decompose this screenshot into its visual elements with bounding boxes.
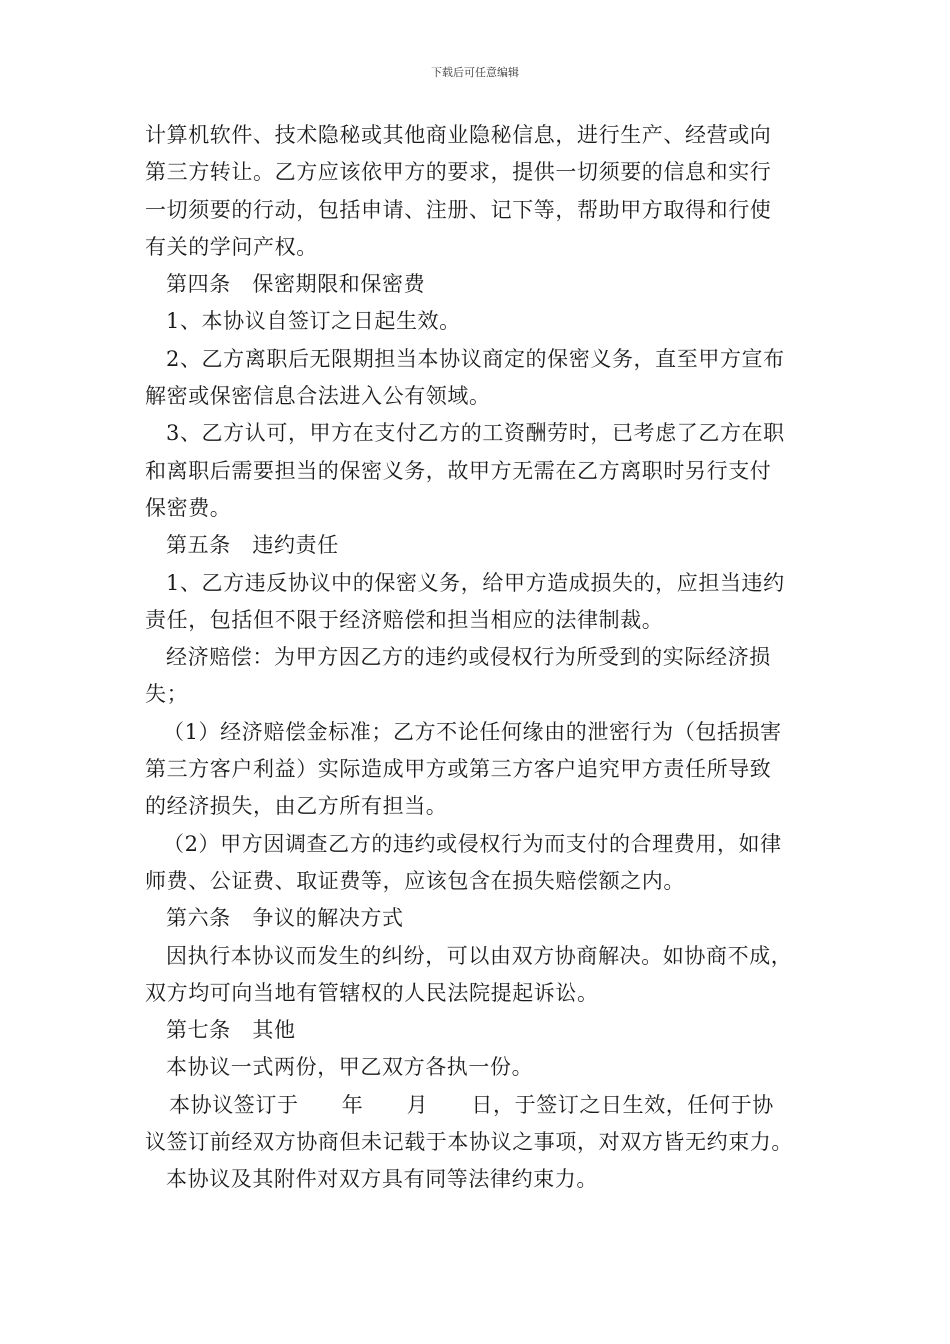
paragraph-line: 经济赔偿：为甲方因乙方的违约或侵权行为所受到的实际经济损 [166, 645, 771, 670]
article-heading-4: 第四条 保密期限和保密费 [166, 272, 426, 297]
paragraph-line: （2）甲方因调查乙方的违约或侵权行为而支付的合理费用，如律 [163, 831, 782, 856]
paragraph-line: 失； [145, 682, 189, 707]
paragraph-line: （1）经济赔偿金标准；乙方不论任何缘由的泄密行为（包括损害 [163, 719, 782, 744]
article-heading-5: 第五条 违约责任 [166, 533, 339, 558]
paragraph-line: 一切须要的行动，包括申请、注册、记下等，帮助甲方取得和行使 [145, 197, 772, 222]
page-header-note: 下载后可任意编辑 [431, 66, 519, 79]
document-body [145, 117, 835, 1199]
paragraph-line: 有关的学问产权。 [145, 234, 318, 259]
paragraph-line: 双方均可向当地有管辖权的人民法院提起诉讼。 [145, 980, 599, 1005]
paragraph-line: 2、乙方离职后无限期担当本协议商定的保密义务，直至甲方宣布 [166, 346, 785, 371]
paragraph-line: 的经济损失，由乙方所有担当。 [145, 794, 448, 819]
paragraph-line: 1、本协议自签订之日起生效。 [166, 309, 461, 334]
paragraph-line: 本协议及其附件对双方具有同等法律约束力。 [166, 1167, 598, 1192]
paragraph-line: 第三方客户利益）实际造成甲方或第三方客户追究甲方责任所导致 [145, 757, 772, 782]
article-heading-6: 第六条 争议的解决方式 [166, 906, 404, 931]
paragraph-line: 议签订前经双方协商但未记载于本协议之事项，对双方皆无约束力。 [145, 1130, 793, 1155]
paragraph-line: 师费、公证费、取证费等，应该包含在损失赔偿额之内。 [145, 868, 685, 893]
paragraph-line: 第三方转让。乙方应该依甲方的要求，提供一切须要的信息和实行 [145, 160, 772, 185]
article-heading-7: 第七条 其他 [166, 1018, 296, 1043]
paragraph-line: 和离职后需要担当的保密义务，故甲方无需在乙方离职时另行支付 [145, 458, 772, 483]
paragraph-line: 因执行本协议而发生的纠纷，可以由双方协商解决。如协商不成， [166, 943, 793, 968]
paragraph-line: 3、乙方认可，甲方在支付乙方的工资酬劳时，已考虑了乙方在职 [166, 421, 785, 446]
paragraph-line: 本协议一式两份，甲乙双方各执一份。 [166, 1055, 534, 1080]
paragraph-line: 1、乙方违反协议中的保密义务，给甲方造成损失的，应担当违约 [166, 570, 785, 595]
paragraph-line: 责任，包括但不限于经济赔偿和担当相应的法律制裁。 [145, 607, 664, 632]
paragraph-line: 计算机软件、技术隐秘或其他商业隐秘信息，进行生产、经营或向 [145, 123, 772, 147]
paragraph-line: 本协议签订于 年 月 日，于签订之日生效，任何于协 [169, 1092, 774, 1117]
paragraph-line: 解密或保密信息合法进入公有领域。 [145, 384, 491, 409]
paragraph-line: 保密费。 [145, 495, 232, 520]
